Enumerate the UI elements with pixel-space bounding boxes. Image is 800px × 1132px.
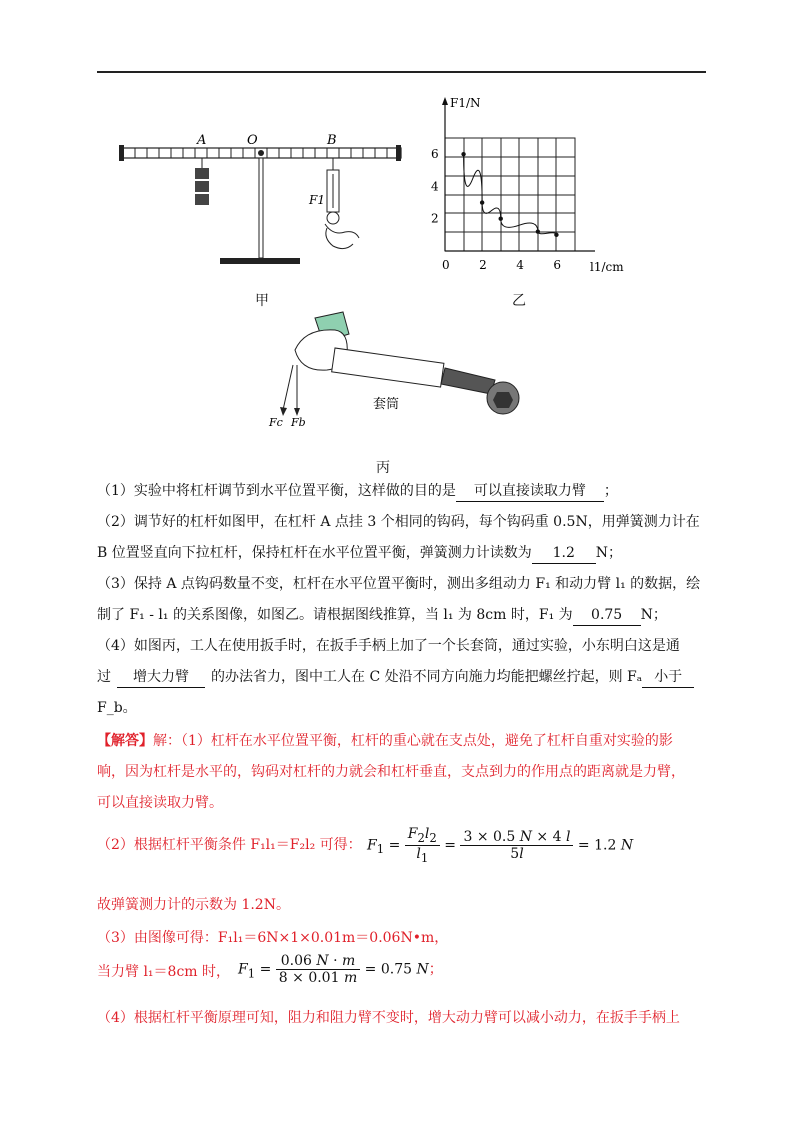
- answer-4a: 增大力臂: [117, 667, 205, 688]
- formula-2: $F_1$ = $\frac{F_2l_2}{l_1}$ = $\frac{3 \times 0.5 N \times 4 l}{5l}$ = 1.2 N: [367, 826, 634, 865]
- chart-ytick-4: 4: [431, 179, 439, 194]
- question-1: （1）实验中将杠杆调节到水平位置平衡，这样做的目的是 可以直接读取力臂 ；: [97, 481, 618, 502]
- solution-1a: 【解答】解：（1）杠杆在水平位置平衡，杠杆的重心就在支点处，避免了杠杆自重对实验的影: [97, 733, 673, 749]
- label-taotong: 套筒: [373, 397, 400, 412]
- answer-4b: 小于: [642, 667, 694, 688]
- label-o: O: [247, 133, 258, 148]
- solution-3: （3）由图像可得：F₁l₁＝6N×1×0.01m＝0.06N•m，: [97, 930, 449, 946]
- chart-ylabel: F1/N: [450, 96, 481, 110]
- chart-xtick-2: 2: [479, 258, 487, 272]
- answer-1: 可以直接读取力臂: [456, 481, 604, 502]
- label-fb: Fb: [291, 416, 306, 429]
- label-a: A: [197, 133, 207, 148]
- header-rule: [97, 71, 706, 73]
- chart-point-3: [536, 229, 540, 233]
- chart-xtick-6: 6: [553, 258, 562, 272]
- chart-point-2: [499, 217, 503, 221]
- chart-point-0: [461, 152, 465, 156]
- caption-yi: 乙: [512, 293, 526, 309]
- label-f1: F1: [309, 193, 325, 207]
- solution-1b: 响，因为杠杆是水平的，钩码对杠杆的力就会和杠杆垂直，支点到力的作用点的距离就是力臂，: [97, 764, 685, 780]
- answer-2: 1.2: [532, 543, 596, 564]
- solution-4: （4）根据杠杆平衡原理可知，阻力和阻力臂不变时，增大动力臂可以减小动力，在扳手手柄上: [97, 1010, 680, 1026]
- formula-3: $F_1$ = $\frac{0.06 N \cdot m}{8 \times 0.01 m}$ = 0.75 N；: [238, 953, 443, 986]
- solution-2: （2）根据杠杆平衡条件 F₁l₁＝F₂l₂ 可得：: [97, 837, 362, 853]
- chart-xlabel: l1/cm: [590, 260, 624, 274]
- chart-ytick-6: 6: [431, 147, 439, 162]
- solution-2-result: 故弹簧测力计的示数为 1.2N。: [97, 897, 290, 913]
- label-b: B: [327, 133, 337, 148]
- caption-jia: 甲: [255, 293, 269, 309]
- label-fc: Fc: [269, 416, 283, 429]
- question-4b: 过 增大力臂 的办法省力，图中工人在 C 处沿不同方向施力均能把螺丝拧起，则 Fₐ 小于: [97, 667, 694, 688]
- question-4a: （4）如图丙，工人在使用扳手时，在扳手手柄上加了一个长套筒，通过实验，小东明白这是通: [97, 638, 680, 654]
- figure-yi-chart: [425, 95, 645, 280]
- solution-3b: 当力臂 l₁＝8cm 时，: [97, 964, 231, 980]
- question-2a: （2）调节好的杠杆如图甲，在杠杆 A 点挂 3 个相同的钩码，每个钩码重 0.5N，用弹簧测力计在: [97, 514, 700, 530]
- question-2b: B 位置竖直向下拉杠杆，保持杠杆在水平位置平衡，弹簧测力计读数为 1.2 N；: [97, 543, 622, 564]
- figure-bing-wrench: [265, 310, 535, 435]
- question-4c: F_b。: [97, 700, 137, 716]
- caption-bing: 丙: [376, 460, 390, 476]
- figure-jia-lever: [115, 128, 415, 273]
- chart-xtick-0: 0: [442, 258, 450, 272]
- question-3a: （3）保持 A 点钩码数量不变，杠杆在水平位置平衡时，测出多组动力 F₁ 和动力臂 l₁ 的数据，绘: [97, 576, 701, 592]
- answer-3: 0.75: [573, 605, 641, 626]
- chart-point-4: [554, 233, 558, 237]
- chart-ytick-2: 2: [431, 211, 439, 226]
- question-3b: 制了 F₁ - l₁ 的关系图像，如图乙。请根据图线推算，当 l₁ 为 8cm 时，F₁ 为 0.75 N；: [97, 605, 667, 626]
- chart-xtick-4: 4: [516, 258, 524, 272]
- solution-1c: 可以直接读取力臂。: [97, 795, 223, 811]
- chart-point-1: [480, 200, 484, 204]
- solution-tag: 【解答】: [97, 733, 153, 749]
